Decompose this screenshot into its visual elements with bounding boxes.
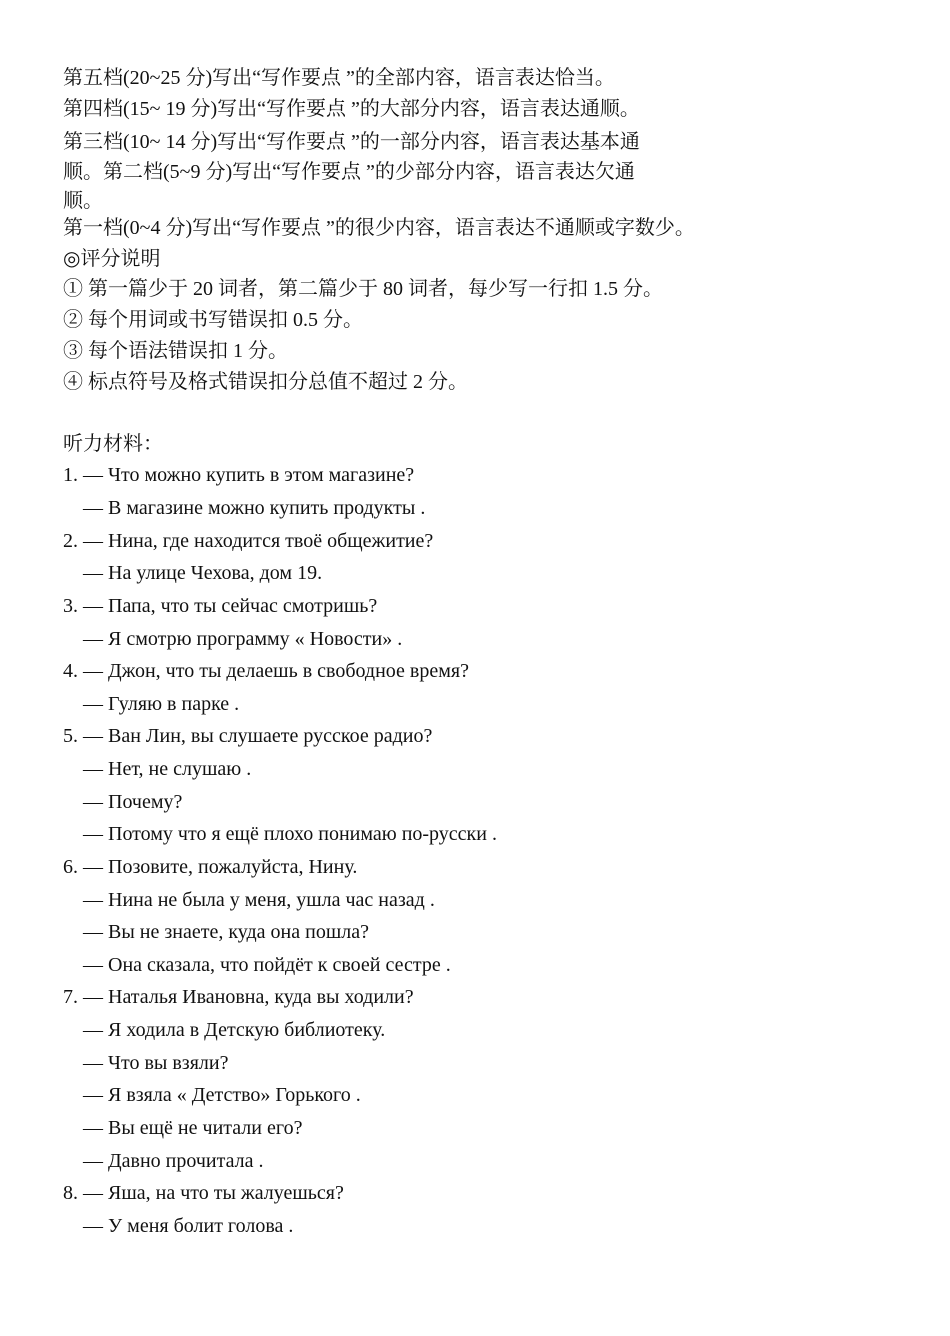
grading-level-5: 第五档(20~25 分)写出“写作要点 ”的全部内容，语言表达恰当。 [63,67,615,89]
dialogue-line: — Что вы взяли? [83,1052,229,1074]
dialogue-line: — Гуляю в парке . [83,693,240,715]
dialogue-line: — В магазине можно купить продукты . [83,497,426,519]
dialogue-line: — Почему? [83,791,183,813]
dialogue-line: 7. — Наталья Ивановна, куда вы ходили? [63,986,414,1008]
grading-level-3: 第三档(10~ 14 分)写出“写作要点 ”的一部分内容，语言表达基本通 [63,131,640,153]
dialogue-line: — Я взяла « Детство» Горького . [83,1084,361,1106]
grading-level-2: 顺。第二档(5~9 分)写出“写作要点 ”的少部分内容，语言表达欠通 [63,161,635,183]
dialogue-line: 2. — Нина, где находится твоё общежитие? [63,530,434,552]
grading-level-4: 第四档(15~ 19 分)写出“写作要点 ”的大部分内容，语言表达通顺。 [63,98,640,120]
dialogue-line: 1. — Что можно купить в этом магазине? [63,464,415,486]
dialogue-line: — Вы не знаете, куда она пошла? [83,921,369,943]
dialogue-line: — Я ходила в Детскую библиотеку. [83,1019,386,1041]
scoring-notes-heading: ◎评分说明 [63,248,161,270]
scoring-note: ① 第一篇少于 20 词者，第二篇少于 80 词者，每少写一行扣 1.5 分。 [63,278,663,300]
dialogue-line: — Потому что я ещё плохо понимаю по-русски . [83,823,497,845]
grading-level-1: 第一档(0~4 分)写出“写作要点 ”的很少内容，语言表达不通顺或字数少。 [63,217,695,239]
scoring-note: ② 每个用词或书写错误扣 0.5 分。 [63,309,363,331]
dialogue-line: — У меня болит голова . [83,1215,294,1237]
scoring-note: ④ 标点符号及格式错误扣分总值不超过 2 分。 [63,371,468,393]
dialogue-line: — Нина не была у меня, ушла час назад . [83,889,435,911]
dialogue-line: — Давно прочитала . [83,1150,264,1172]
dialogue-line: 6. — Позовите, пожалуйста, Нину. [63,856,358,878]
dialogue-line: — Вы ещё не читали его? [83,1117,303,1139]
dialogue-line: — Я смотрю программу « Новости» . [83,628,403,650]
dialogue-line: — Нет, не слушаю . [83,758,252,780]
dialogue-line: 8. — Яша, на что ты жалуешься? [63,1182,344,1204]
dialogue-line: — На улице Чехова, дом 19. [83,562,323,584]
dialogue-line: — Она сказала, что пойдёт к своей сестре . [83,954,451,976]
scoring-note: ③ 每个语法错误扣 1 分。 [63,340,288,362]
dialogue-line: 4. — Джон, что ты делаешь в свободное время? [63,660,469,682]
listening-heading: 听力材料： [63,433,163,455]
grading-level-2-end: 顺。 [63,190,103,212]
dialogue-line: 3. — Папа, что ты сейчас смотришь? [63,595,378,617]
dialogue-line: 5. — Ван Лин, вы слушаете русское радио? [63,725,433,747]
